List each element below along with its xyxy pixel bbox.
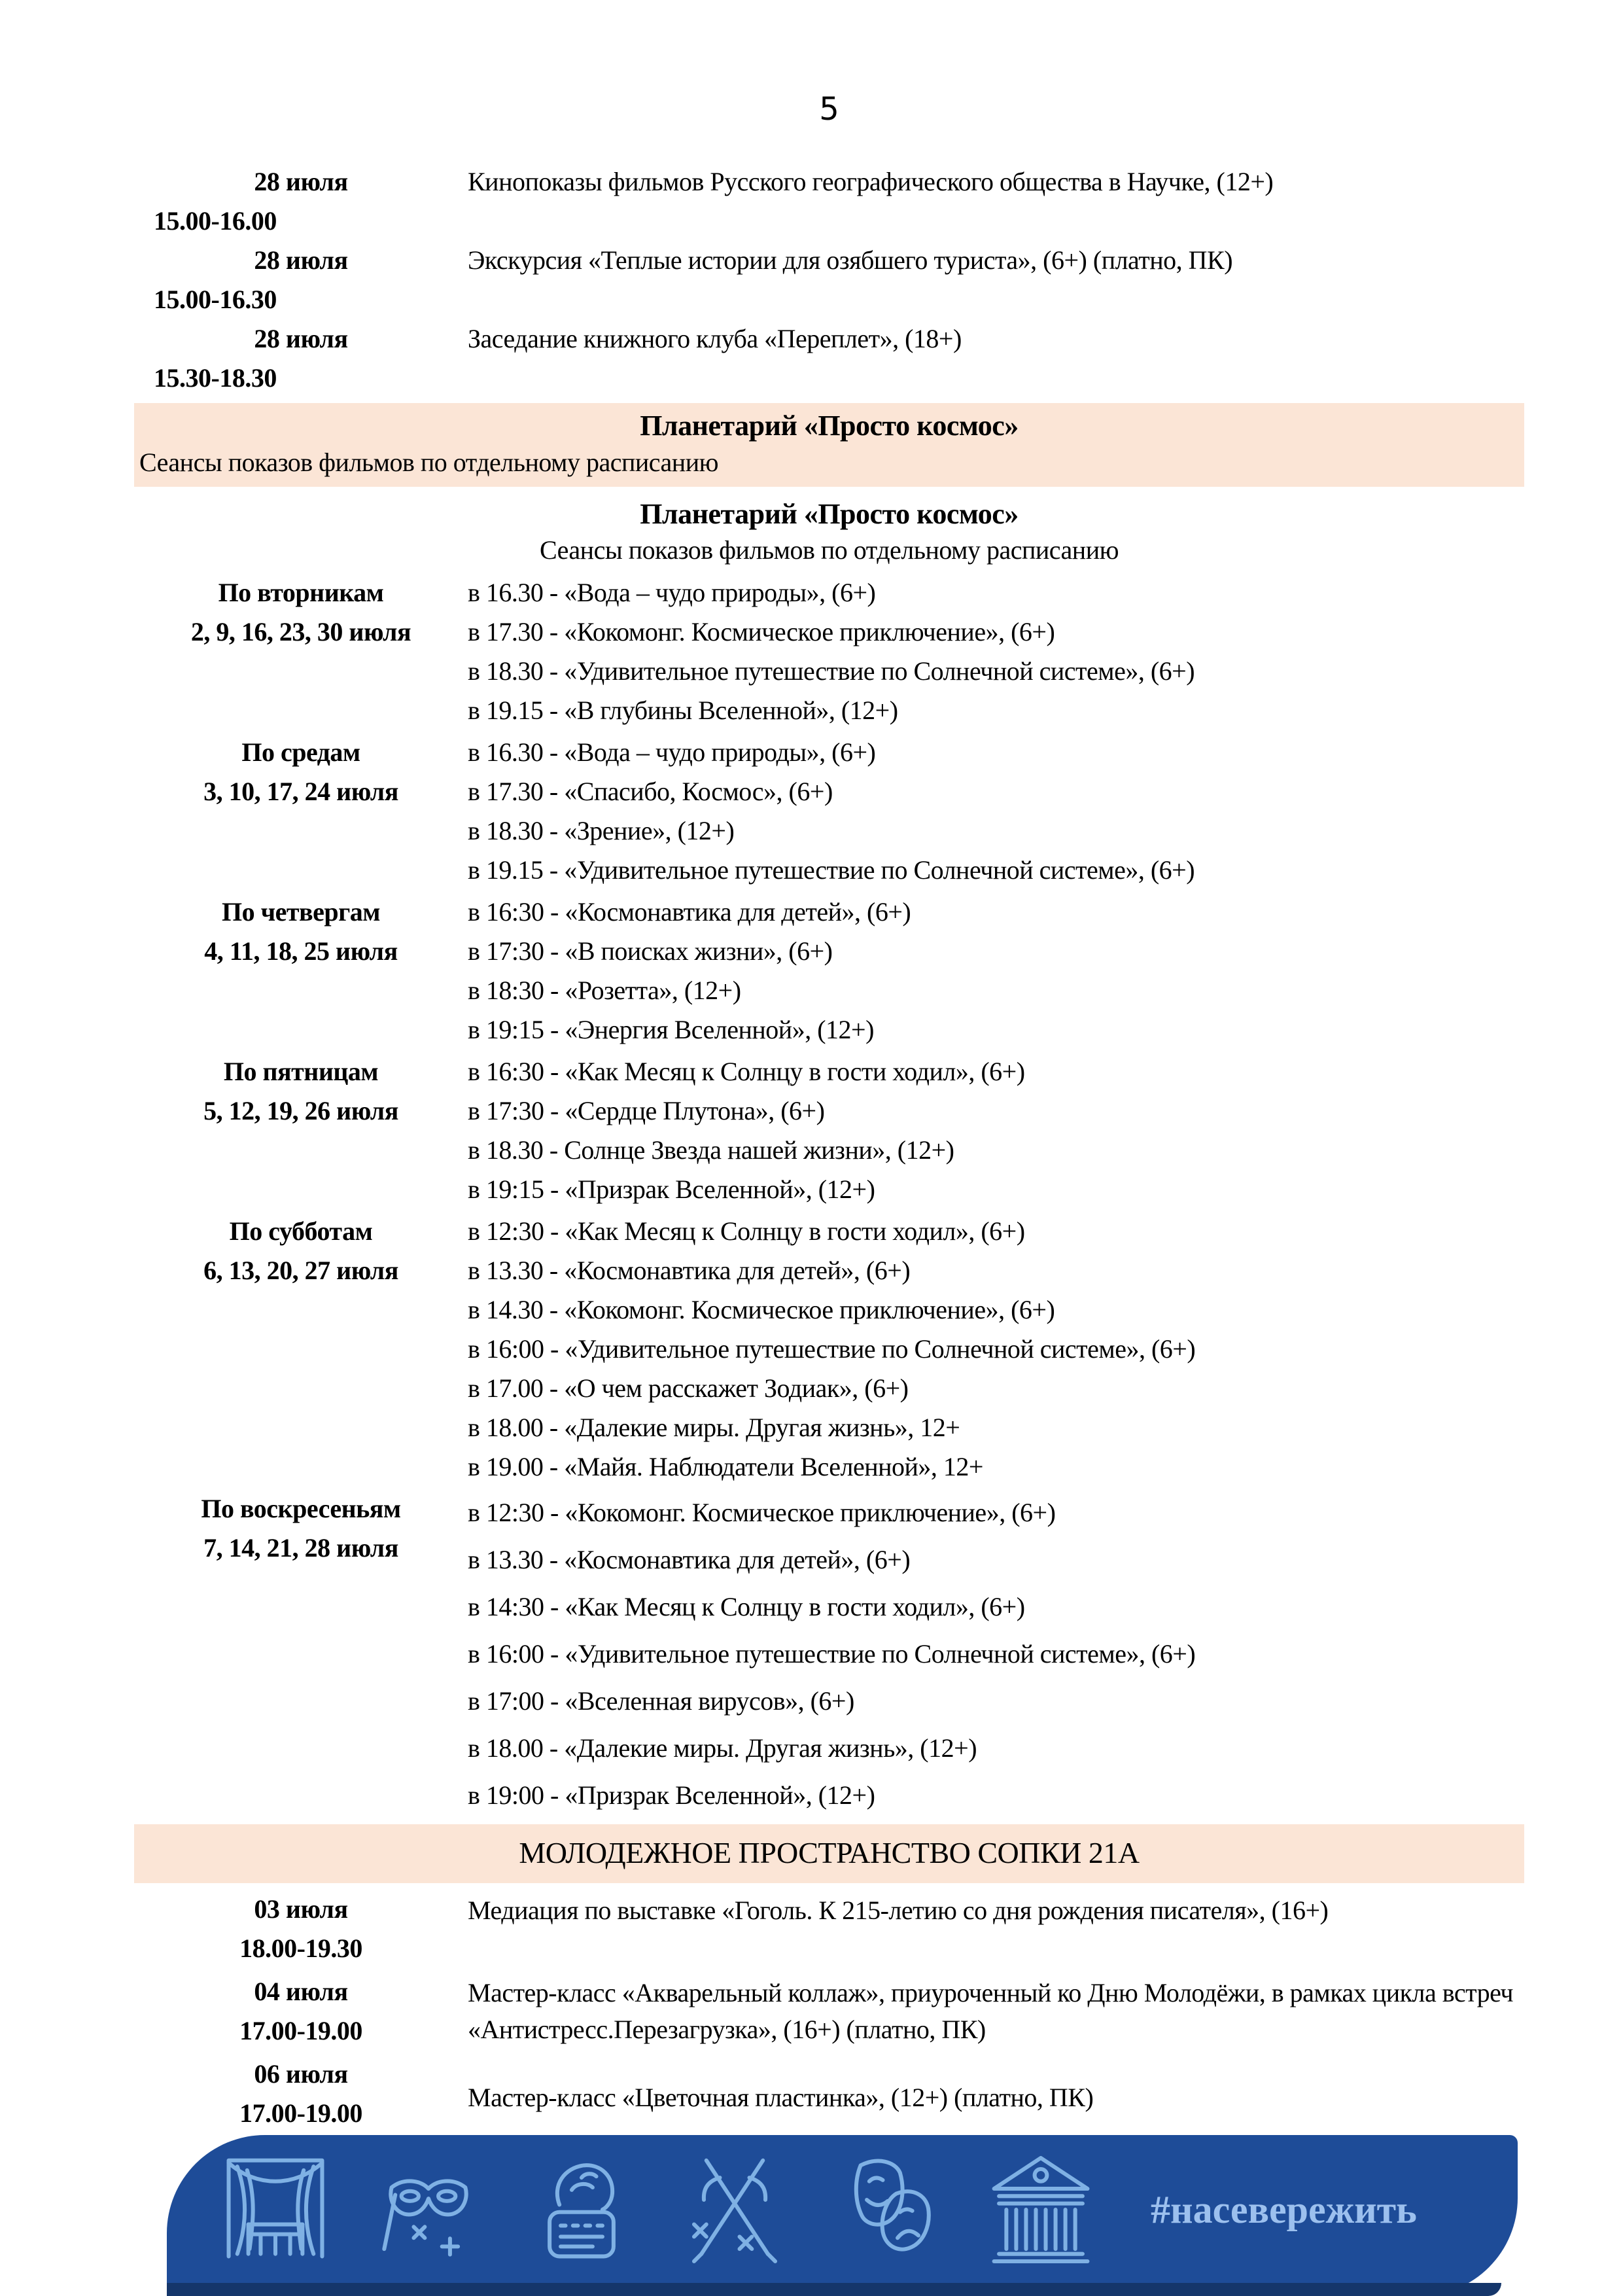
showtime-item: в 19.00 - «Майя. Наблюдатели Вселенной», 12+ [468,1452,983,1481]
showtimes-list [468,573,1524,730]
showtime-item: в 14:30 - «Как Месяц к Солнцу в гости ходил», (6+) [468,1592,1025,1621]
planetarium-title: Планетарий «Просто космос» [640,498,1019,530]
event-row [134,162,1524,241]
showtime-item: в 16:30 - «Космонавтика для детей», (6+) [468,897,911,927]
event-row [134,319,1524,398]
schedule-row-tuesday [134,573,1524,730]
event-description: Мастер-класс «Акварельный коллаж», приуроченный ко Дню Молодёжи, в рамках цикла встреч «Антистресс.Перезагрузка», (16+) (платно, ПК) [468,1978,1514,2044]
top-events-list [134,162,1524,398]
schedule-row-sunday [134,1489,1524,1819]
showtime-item: в 18.00 - «Далекие миры. Другая жизнь», 12+ [468,1413,960,1442]
event-datetime [134,241,468,319]
showtime-item: в 17:30 - «В поисках жизни», (6+) [468,936,833,966]
showtime-item: в 16.30 - «Вода – чудо природы», (6+) [468,578,876,607]
schedule-dates: 5, 12, 19, 26 июля [203,1096,398,1125]
museum-icon [979,2148,1102,2271]
planetarium-center-heading [134,496,1524,568]
schedule-row-thursday [134,892,1524,1050]
showtime-item: в 19:15 - «Энергия Вселенной», (12+) [468,1015,874,1044]
youth-events-list [134,1890,1524,2137]
schedule-dates: 4, 11, 18, 25 июля [204,936,398,966]
planetarium-band-title: Планетарий «Просто космос» [640,410,1019,442]
event-time: 15.00-16.30 [154,285,277,314]
event-date: 28 июля [254,167,348,196]
schedule-day-block [134,733,468,890]
theater-masks-icon [826,2148,949,2271]
schedule-day-block [134,573,468,730]
event-description: Мастер-класс «Цветочная пластинка», (12+) (платно, ПК) [468,2083,1094,2112]
event-date: 04 июля [254,1977,348,2006]
page-number: 5 [819,91,839,128]
schedule-day-block [134,892,468,1050]
event-time: 18.00-19.30 [239,1934,362,1963]
footer-banner [167,2135,1518,2296]
showtime-item: в 13.30 - «Космонавтика для детей», (6+) [468,1545,911,1574]
event-description: Экскурсия «Теплые истории для озябшего туриста», (6+) (платно, ПК) [468,245,1233,275]
showtime-item: в 18:30 - «Розетта», (12+) [468,976,741,1005]
showtime-item: в 19:00 - «Призрак Вселенной», (12+) [468,1780,875,1810]
stage-curtain-icon [214,2148,337,2271]
event-row [134,241,1524,319]
event-date: 03 июля [254,1894,348,1924]
showtime-item: в 12:30 - «Как Месяц к Солнцу в гости ходил», (6+) [468,1216,1025,1246]
footer-bottom-strip [167,2283,1501,2296]
showtime-item: в 19:15 - «Призрак Вселенной», (12+) [468,1174,875,1204]
showtimes-list [468,892,1524,1050]
ticket-icon [520,2148,643,2271]
event-row [134,2055,1524,2137]
showtime-item: в 12:30 - «Кокомонг. Космическое приключение», (6+) [468,1498,1056,1527]
schedule-row-wednesday [134,733,1524,890]
schedule-day-block [134,1052,468,1209]
event-time: 15.00-16.00 [154,206,277,236]
showtime-item: в 16:00 - «Удивительное путешествие по Солнечной системе», (6+) [468,1334,1196,1364]
showtime-item: в 19.15 - «В глубины Вселенной», (12+) [468,696,898,725]
showtimes-list [468,1489,1524,1819]
schedule-day-label: По средам [241,737,360,767]
showtimes-list [468,1212,1524,1487]
event-time: 17.00-19.00 [239,2016,362,2045]
planetarium-band-subtitle: Сеансы показов фильмов по отдельному расписанию [139,448,718,477]
showtime-item: в 18.30 - «Удивительное путешествие по Солнечной системе», (6+) [468,656,1195,686]
showtime-item: в 17:30 - «Сердце Плутона», (6+) [468,1096,825,1125]
event-datetime [134,162,468,241]
showtime-item: в 16:30 - «Как Месяц к Солнцу в гости ходил», (6+) [468,1057,1025,1086]
schedule-dates: 2, 9, 16, 23, 30 июля [190,617,411,646]
event-row [134,1972,1524,2055]
schedule-day-label: По вторникам [218,578,384,607]
event-date: 28 июля [254,245,348,275]
schedule-dates: 7, 14, 21, 28 июля [203,1533,398,1563]
schedule-day-label: По пятницам [223,1057,379,1086]
schedule-dates: 6, 13, 20, 27 июля [203,1256,398,1285]
showtime-item: в 16:00 - «Удивительное путешествие по Солнечной системе», (6+) [468,1639,1196,1669]
showtimes-list [468,1052,1524,1209]
event-datetime [134,1972,468,2055]
showtime-item: в 18.30 - «Зрение», (12+) [468,816,735,845]
schedule-row-saturday [134,1212,1524,1487]
schedule-day-block [134,1212,468,1487]
schedule-day-label: По субботам [229,1216,373,1246]
showtime-item: в 16.30 - «Вода – чудо природы», (6+) [468,737,876,767]
showtimes-list [468,733,1524,890]
event-time: 15.30-18.30 [154,363,277,393]
masquerade-mask-icon [367,2148,490,2271]
showtime-item: в 17.00 - «О чем расскажет Зодиак», (6+) [468,1373,909,1403]
showtime-item: в 14.30 - «Кокомонг. Космическое приключение», (6+) [468,1295,1055,1324]
schedule-day-label: По четвергам [221,897,381,927]
planetarium-section-band [134,403,1524,487]
schedule-day-block [134,1489,468,1819]
showtime-item: в 17.30 - «Спасибо, Космос», (6+) [468,777,833,806]
event-time: 17.00-19.00 [239,2098,362,2128]
showtime-item: в 17.30 - «Кокомонг. Космическое приключение», (6+) [468,617,1055,646]
hashtag-text: #насевережить [1151,2187,1417,2231]
event-datetime [134,1890,468,1972]
schedule-day-label: По воскресеньям [201,1494,401,1523]
showtime-item: в 17:00 - «Вселенная вирусов», (6+) [468,1686,854,1716]
showtime-item: в 19.15 - «Удивительное путешествие по Солнечной системе», (6+) [468,855,1195,885]
event-date: 28 июля [254,324,348,353]
fencing-swords-icon [673,2148,796,2271]
event-date: 06 июля [254,2059,348,2089]
planetarium-subtitle: Сеансы показов фильмов по отдельному расписанию [540,535,1119,565]
schedule-row-friday [134,1052,1524,1209]
youth-space-band: МОЛОДЕЖНОЕ ПРОСТРАНСТВО СОПКИ 21А [134,1824,1524,1883]
event-datetime [134,2055,468,2137]
event-description: Кинопоказы фильмов Русского географического общества в Научке, (12+) [468,167,1274,196]
showtime-item: в 13.30 - «Космонавтика для детей», (6+) [468,1256,911,1285]
showtime-item: в 18.30 - Солнце Звезда нашей жизни», (12+) [468,1135,954,1165]
schedule-dates: 3, 10, 17, 24 июля [203,777,398,806]
showtime-item: в 18.00 - «Далекие миры. Другая жизнь», (12+) [468,1733,977,1763]
event-datetime [134,319,468,398]
event-row [134,1890,1524,1972]
event-description: Заседание книжного клуба «Переплет», (18+) [468,324,962,353]
event-description: Медиация по выставке «Гоголь. К 215-летию со дня рождения писателя», (16+) [468,1896,1329,1925]
